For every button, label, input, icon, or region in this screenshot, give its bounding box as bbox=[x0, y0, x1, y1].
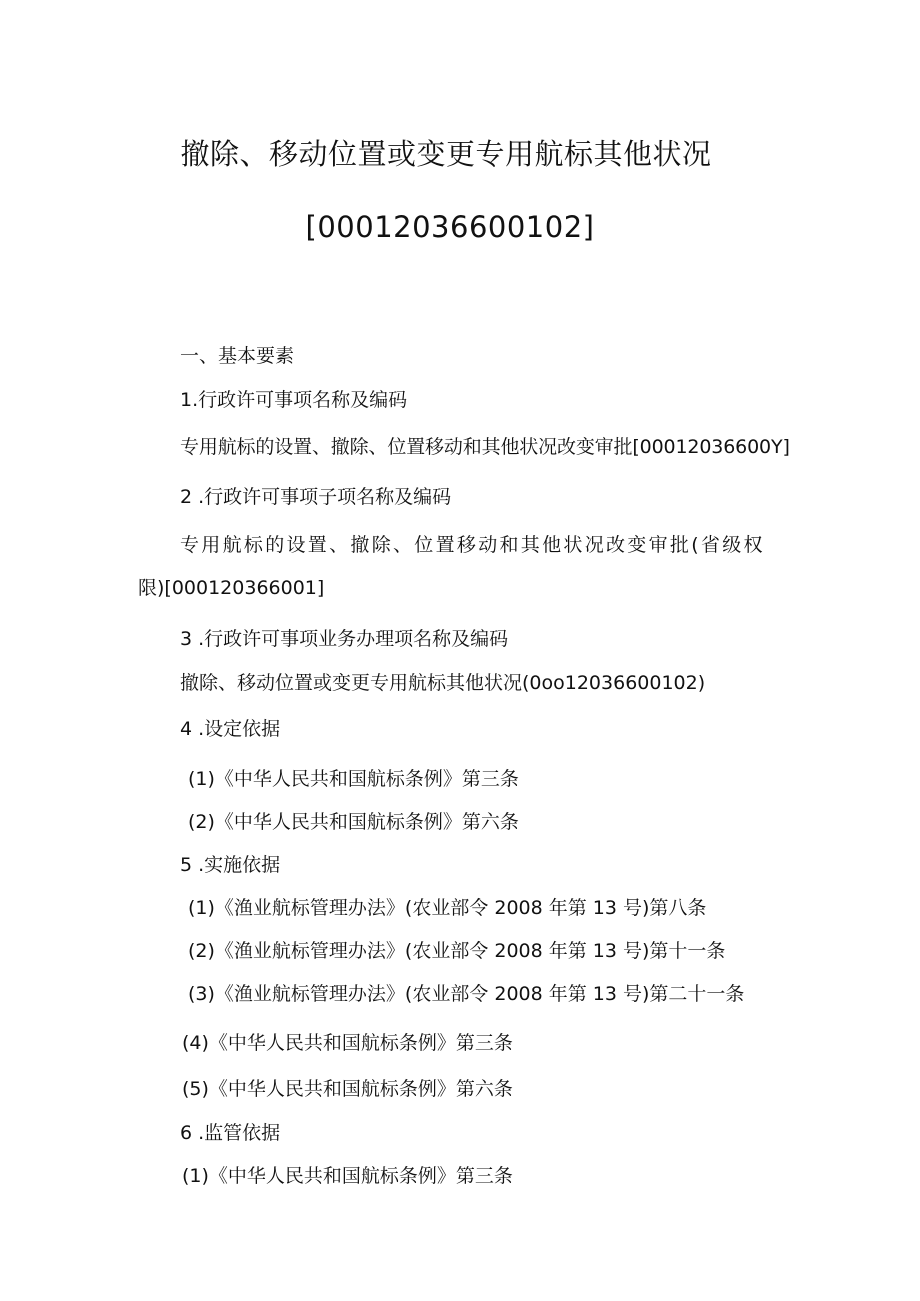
document-code: [00012036600102] bbox=[305, 210, 595, 244]
item-2-content-line-1: 专用航标的设置、撤除、位置移动和其他状况改变审批(省级权 bbox=[180, 534, 765, 556]
item-1-heading: 1.行政许可事项名称及编码 bbox=[180, 389, 408, 411]
item-3-heading: 3 .行政许可事项业务办理项名称及编码 bbox=[180, 628, 509, 650]
section-heading-basic-elements: 一、基本要素 bbox=[180, 345, 295, 367]
item-5-basis-1: (1)《渔业航标管理办法》(农业部令 2008 年第 13 号)第八条 bbox=[188, 897, 707, 919]
item-2-content bbox=[138, 531, 790, 602]
item-1-content: 专用航标的设置、撤除、位置移动和其他状况改变审批[00012036600Y] bbox=[180, 436, 790, 458]
item-3-content: 撤除、移动位置或变更专用航标其他状况(0oo12036600102) bbox=[180, 672, 706, 694]
item-5-basis-5: (5)《中华人民共和国航标条例》第六条 bbox=[182, 1078, 513, 1100]
item-2-heading: 2 .行政许可事项子项名称及编码 bbox=[180, 486, 452, 508]
item-5-heading: 5 .实施依据 bbox=[180, 854, 281, 876]
item-2-content-line-2: 限)[000120366001] bbox=[138, 577, 325, 599]
document-title: 撤除、移动位置或变更专用航标其他状况 bbox=[180, 137, 712, 171]
item-6-basis-1: (1)《中华人民共和国航标条例》第三条 bbox=[182, 1165, 513, 1187]
item-5-basis-2: (2)《渔业航标管理办法》(农业部令 2008 年第 13 号)第十一条 bbox=[188, 940, 726, 962]
item-5-basis-4: (4)《中华人民共和国航标条例》第三条 bbox=[182, 1032, 513, 1054]
item-5-basis-3: (3)《渔业航标管理办法》(农业部令 2008 年第 13 号)第二十一条 bbox=[188, 983, 745, 1005]
item-4-basis-2: (2)《中华人民共和国航标条例》第六条 bbox=[188, 811, 519, 833]
item-4-basis-1: (1)《中华人民共和国航标条例》第三条 bbox=[188, 768, 519, 790]
item-6-heading: 6 .监管依据 bbox=[180, 1122, 281, 1144]
item-4-heading: 4 .设定依据 bbox=[180, 718, 281, 740]
